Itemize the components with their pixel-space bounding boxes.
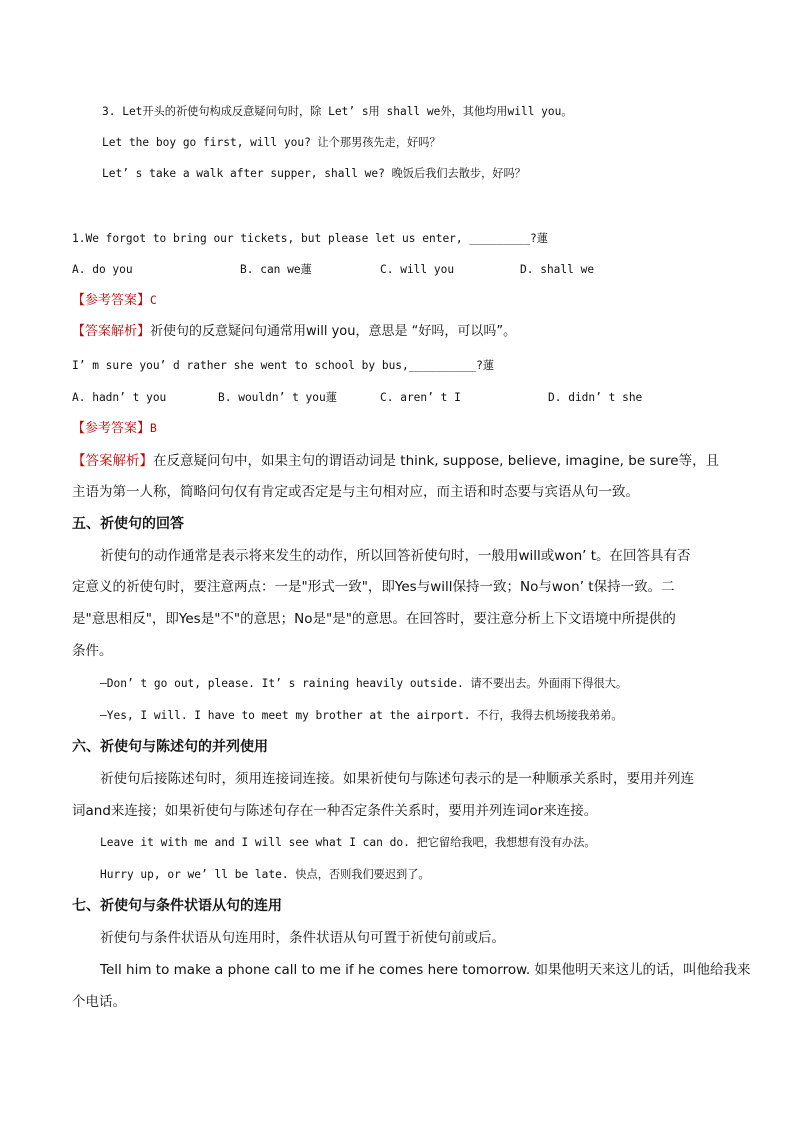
example-sentence: —Don’ t go out, please. It’ s raining heavily outside. 请不要出去。外面雨下得很大。	[100, 677, 628, 690]
paragraph-line: 词and来连接；如果祈使句与陈述句存在一种否定条件关系时，要用并列连词or来连接。	[72, 803, 598, 819]
analysis-label: 【答案解析】	[72, 453, 153, 469]
section-heading: 六、祈使句与陈述句的并列使用	[72, 739, 268, 755]
paragraph-line: 祈使句的动作通常是表示将来发生的动作，所以回答祈使句时，一般用will或won’ t。在回答具有否	[100, 548, 691, 564]
section-heading: 七、祈使句与条件状语从句的连用	[72, 898, 282, 914]
example-sentence: Let’ s take a walk after supper, shall we? 晚饭后我们去散步，好吗？	[102, 167, 526, 180]
option-c: C. will you	[380, 263, 455, 276]
answer-value: B	[150, 422, 157, 435]
analysis-text: 祈使句的反意疑问句通常用will you，意思是 “好吗，可以吗”。	[150, 324, 517, 339]
question-options	[0, 390, 794, 406]
analysis-text: 在反意疑问句中，如果主句的谓语动词是 think, suppose, believe, imagine, be sure等，且	[153, 453, 720, 469]
example-sentence: Hurry up, or we’ ll be late. 快点，否则我们要迟到了。	[100, 868, 430, 881]
option-d: D. didn’ t she	[548, 391, 643, 404]
example-sentence: Tell him to make a phone call to me if he comes here tomorrow. 如果他明天来这儿的话，叫他给我来	[100, 962, 751, 978]
answer-line	[72, 293, 157, 309]
analysis-line	[72, 453, 719, 469]
paragraph-line: 祈使句与条件状语从句连用时，条件状语从句可置于祈使句前或后。	[100, 930, 505, 946]
option-b: B. can we蓮	[240, 263, 312, 276]
answer-label: 【参考答案】	[72, 421, 151, 436]
question-options	[0, 262, 794, 278]
answer-line	[72, 421, 157, 437]
paragraph-line: 条件。	[72, 643, 113, 659]
example-sentence: 个电话。	[72, 994, 126, 1010]
paragraph-line: 祈使句后接陈述句时，须用连接词连接。如果祈使句与陈述句表示的是一种顺承关系时，要用并列连	[100, 771, 694, 787]
example-sentence: —Yes, I will. I have to meet my brother at the airport. 不行，我得去机场接我弟弟。	[100, 709, 623, 722]
rule-text: 3. Let开头的祈使句构成反意疑问句时，除 Let’ s用 shall we外，其他均用will you。	[102, 105, 573, 118]
answer-value: C	[150, 294, 157, 307]
analysis-label: 【答案解析】	[72, 324, 151, 339]
question-stem: I’ m sure you’ d rather she went to school by bus,__________?蓮	[72, 359, 495, 372]
paragraph-line: 是"意思相反"，即Yes是"不"的意思；No是"是"的意思。在回答时，要注意分析上下文语境中所提供的	[72, 611, 676, 627]
answer-label: 【参考答案】	[72, 293, 151, 308]
analysis-line	[72, 324, 516, 340]
paragraph-line: 定意义的祈使句时，要注意两点：一是"形式一致"，即Yes与will保持一致；No与won’ t保持一致。二	[72, 579, 675, 595]
option-d: D. shall we	[520, 263, 595, 276]
option-c: C. aren’ t I	[380, 391, 461, 404]
option-a: A. hadn’ t you	[72, 391, 167, 404]
section-heading: 五、祈使句的回答	[72, 516, 184, 532]
question-stem: 1.We forgot to bring our tickets, but please let us enter, _________?蓮	[72, 232, 548, 245]
example-sentence: Leave it with me and I will see what I can do. 把它留给我吧，我想想有没有办法。	[100, 836, 596, 849]
analysis-text: 主语为第一人称，简略问句仅有肯定或否定是与主句相对应，而主语和时态要与宾语从句一致。	[72, 484, 639, 500]
option-b: B. wouldn’ t you蓮	[218, 391, 337, 404]
example-sentence: Let the boy go first, will you? 让个那男孩先走，好吗？	[102, 136, 441, 149]
option-a: A. do you	[72, 263, 133, 276]
